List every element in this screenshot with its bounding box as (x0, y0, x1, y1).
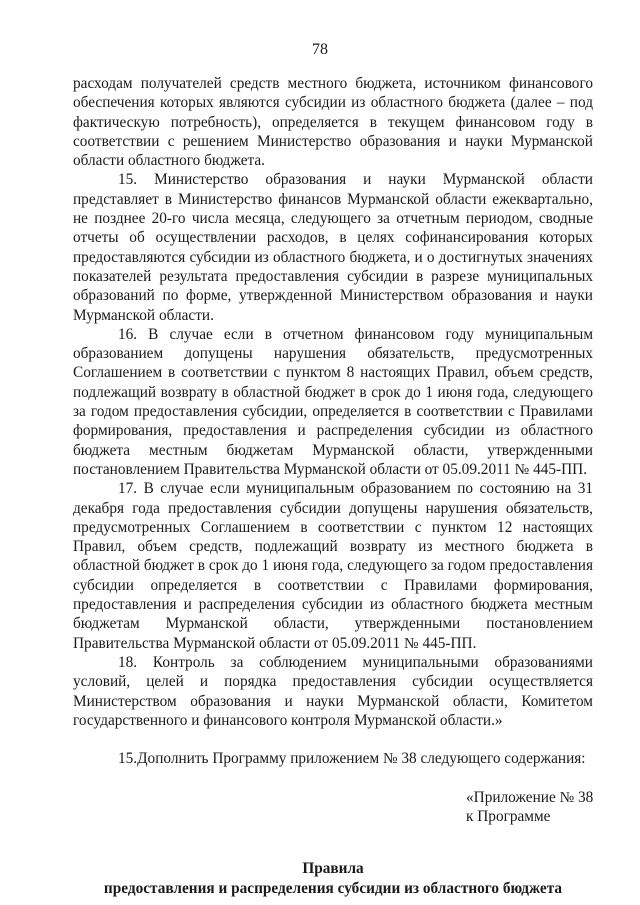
paragraph-18: 18. Контроль за соблюдением муниципальными образованиями условий, целей и порядка предоставления субсидии осуществляется Министерством образования и науки Мурманской области, Комитетом государственного и финансового контроля Мурманской области.» (73, 653, 593, 729)
rules-title (73, 859, 593, 899)
document-body (73, 74, 593, 899)
rules-title-line-1: Правила (302, 860, 364, 878)
page-number: 78 (312, 41, 328, 58)
appendix-line-2: к Программе (466, 808, 551, 826)
paragraph-15: 15. Министерство образования и науки Мурманской области представляет в Министерство финансов Мурманской области ежеквартально, не позднее 20-го числа месяца, следующего за отчетным периодом, сводные отчеты об осуществлении расходов, в целях софинансирования которых предоставляются субсидии из областного бюджета, и о достигнутых значениях показателей результата предоставления субсидии в разрезе муниципальных образований по форме, утвержденной Министерством образования и науки Мурманской области. (73, 171, 593, 324)
paragraph-16: 16. В случае если в отчетном финансовом году муниципальным образованием допущены нарушения обязательств, предусмотренных Соглашением в соответствии с пунктом 8 настоящих Правил, объем средств, подлежащий возврату в областной бюджет в срок до 1 июня года, следующего за годом предоставления субсидии, определяется в соответствии с Правилами формирования, предоставления и распределения субсидии из областного бюджета местным бюджетам Мурманской области, утвержденными постановлением Правительства Мурманской области от 05.09.2011 № 445-ПП. (73, 325, 593, 478)
appendix-reference (466, 788, 593, 826)
rules-title-line-2: предоставления и распределения субсидии из областного бюджета (103, 880, 563, 898)
paragraph-continuation: расходам получателей средств местного бюджета, источником финансового обеспечения которых являются субсидии из областного бюджета (далее – под фактическую потребность), определяется в текущем финансовом году в соответствии с решением Министерство образования и науки Мурманской области областного бюджета. (73, 75, 593, 170)
appendix-line-1: «Приложение № 38 (466, 789, 594, 807)
paragraph-add-appendix: 15.Дополнить Программу приложением № 38 следующего содержания: (118, 750, 586, 768)
paragraph-17: 17. В случае если муниципальным образованием по состоянию на 31 декабря года предоставления субсидии допущены нарушения обязательств, предусмотренных Соглашением в соответствии с пунктом 12 настоящих Правил, объем средств, подлежащий возврату из местного бюджета в областной бюджет в срок до 1 июня года, следующего за годом предоставления субсидии определяется в соответствии с Правилами формирования, предоставления и распределения субсидии из областного бюджета местным бюджетам Мурманской области, утвержденными постановлением Правительства Мурманской области от 05.09.2011 № 445-ПП. (73, 480, 593, 652)
